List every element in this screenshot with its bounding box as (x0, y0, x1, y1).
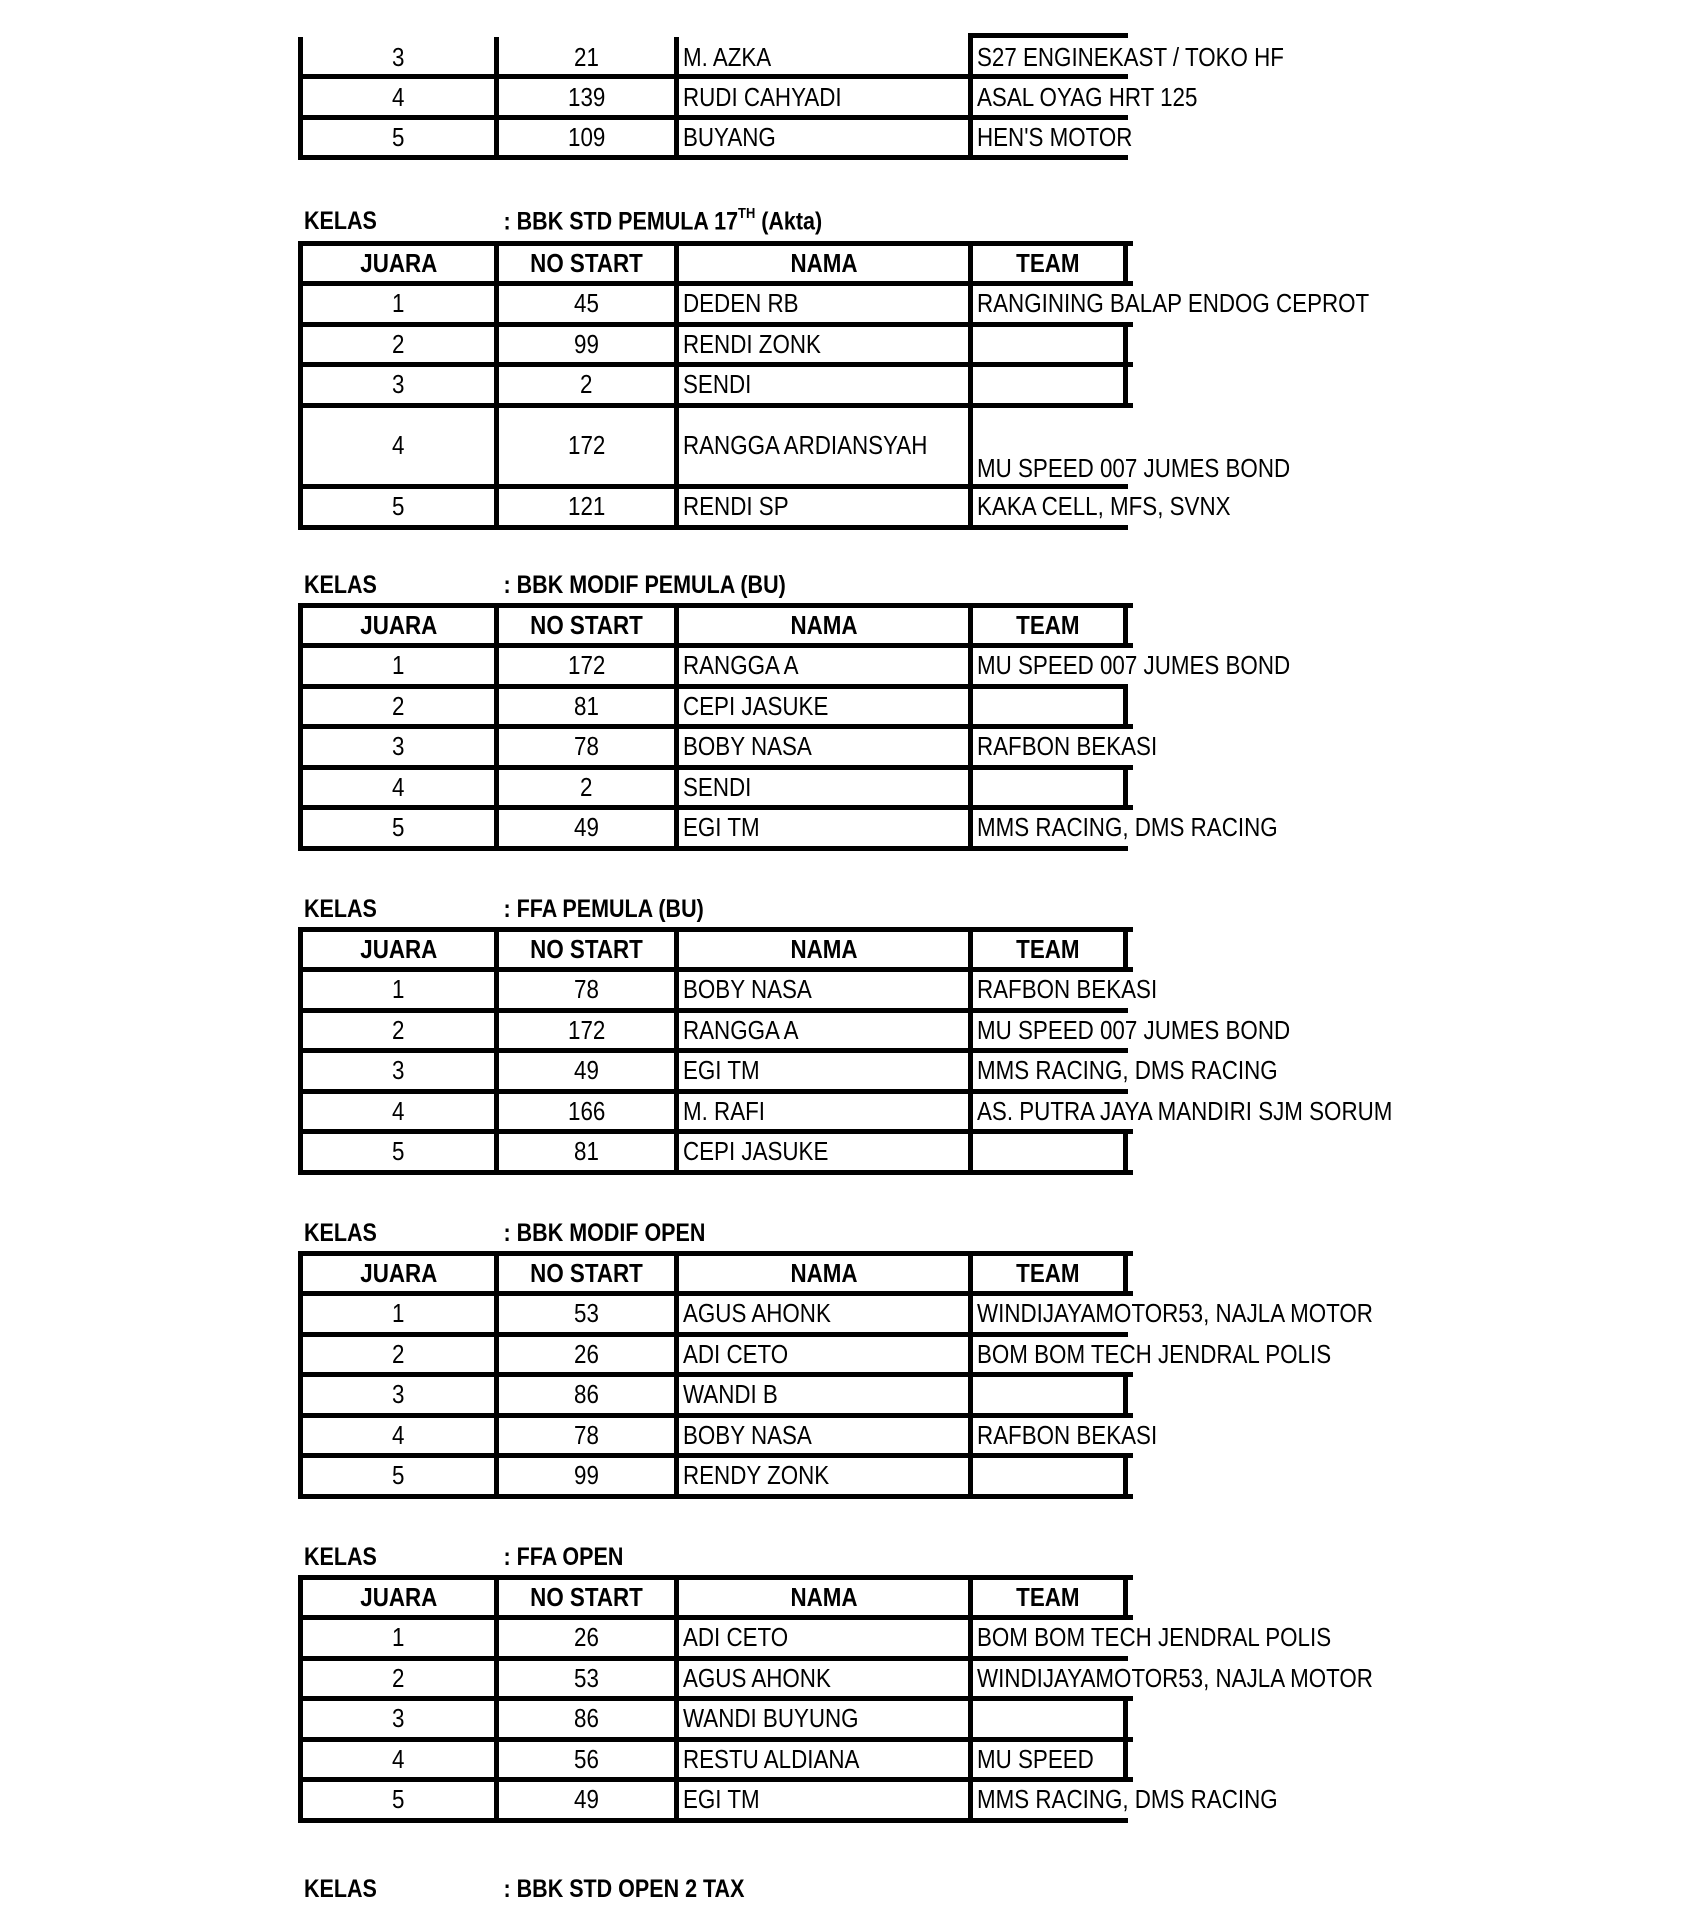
table-border (298, 927, 1133, 932)
juara-cell: 2 (298, 686, 494, 727)
nama-cell: AGUS AHONK (674, 1658, 968, 1699)
header-no-start: NO START (494, 929, 674, 970)
no-start-cell: 99 (494, 324, 674, 365)
nama-cell: RANGGA ARDIANSYAH (674, 405, 968, 486)
no-start-cell: 21 (494, 37, 674, 78)
header-team: TEAM (968, 605, 1128, 646)
team-cell: MU SPEED (968, 1739, 1128, 1780)
table-border (298, 967, 1133, 972)
table-row (298, 405, 1291, 486)
juara-cell: 5 (298, 117, 494, 158)
table-border (298, 1129, 1133, 1134)
no-start-cell: 99 (494, 1455, 674, 1496)
team-cell: MU SPEED 007 JUMES BOND (968, 405, 1128, 486)
no-start-cell: 166 (494, 1091, 674, 1132)
no-start-cell: 49 (494, 1779, 674, 1820)
juara-cell: 5 (298, 1779, 494, 1820)
kelas-label: KELAS (304, 895, 377, 923)
table-row (298, 1739, 1128, 1780)
header-no-start: NO START (494, 1577, 674, 1618)
no-start-cell: 172 (494, 1010, 674, 1051)
table-border (298, 322, 1133, 327)
no-start-cell: 109 (494, 117, 674, 158)
table-border (298, 1413, 1133, 1418)
juara-cell: 4 (298, 1739, 494, 1780)
no-start-cell: 53 (494, 1293, 674, 1334)
team-cell (968, 1131, 1128, 1172)
nama-cell: RANGGA A (674, 1010, 968, 1051)
no-start-cell: 172 (494, 645, 674, 686)
team-cell (968, 1698, 1128, 1739)
team-cell: MMS RACING, DMS RACING (968, 1779, 1128, 1820)
table-border (298, 403, 1133, 408)
kelas-name: : FFA OPEN (503, 1543, 624, 1571)
nama-cell: M. AZKA (674, 37, 968, 78)
header-juara: JUARA (298, 929, 494, 970)
no-start-cell: 139 (494, 77, 674, 118)
table-row (298, 645, 1291, 686)
table-row (298, 726, 1158, 767)
nama-cell: RESTU ALDIANA (674, 1739, 968, 1780)
team-cell: RAFBON BEKASI (968, 1415, 1128, 1456)
no-start-cell: 26 (494, 1617, 674, 1658)
team-cell: MU SPEED 007 JUMES BOND (968, 1010, 1128, 1051)
table-row (298, 686, 1128, 727)
team-cell (968, 1374, 1128, 1415)
juara-cell: 3 (298, 726, 494, 767)
nama-cell: CEPI JASUKE (674, 1131, 968, 1172)
table-row (298, 364, 1128, 405)
header-juara: JUARA (298, 1577, 494, 1618)
team-cell: KAKA CELL, MFS, SVNX (968, 486, 1128, 527)
juara-cell: 4 (298, 1415, 494, 1456)
juara-cell: 4 (298, 767, 494, 808)
team-cell: MMS RACING, DMS RACING (968, 807, 1128, 848)
juara-cell: 5 (298, 807, 494, 848)
table-border (298, 1170, 1133, 1175)
team-cell (968, 364, 1128, 405)
header-no-start: NO START (494, 1253, 674, 1294)
team-cell (968, 324, 1128, 365)
table-border (298, 1008, 1128, 1013)
table-row (298, 1010, 1291, 1051)
table-header-row (298, 1577, 1128, 1618)
nama-cell: BUYANG (674, 117, 968, 158)
juara-cell: 2 (298, 1334, 494, 1375)
team-cell: BOM BOM TECH JENDRAL POLIS (968, 1334, 1128, 1375)
nama-cell: WANDI BUYUNG (674, 1698, 968, 1739)
juara-cell: 1 (298, 1293, 494, 1334)
header-no-start: NO START (494, 605, 674, 646)
table-border (298, 525, 1128, 530)
juara-cell: 3 (298, 364, 494, 405)
header-nama: NAMA (674, 605, 968, 646)
no-start-cell: 121 (494, 486, 674, 527)
table-row (298, 767, 1128, 808)
table-border (298, 684, 1128, 689)
nama-cell: SENDI (674, 767, 968, 808)
juara-cell: 4 (298, 405, 494, 486)
table-row (298, 283, 1370, 324)
table-border (968, 33, 1128, 38)
juara-cell: 3 (298, 1374, 494, 1415)
team-cell (968, 767, 1128, 808)
table-border (298, 1737, 1133, 1742)
table-border (298, 484, 1128, 489)
juara-cell: 2 (298, 1010, 494, 1051)
juara-cell: 3 (298, 1698, 494, 1739)
team-cell: RANGINING BALAP ENDOG CEPROT (968, 283, 1128, 324)
team-cell: RAFBON BEKASI (968, 969, 1128, 1010)
table-row (298, 1334, 1332, 1375)
team-cell: WINDIJAYAMOTOR53, NAJLA MOTOR (968, 1658, 1128, 1699)
team-cell: MU SPEED 007 JUMES BOND (968, 645, 1128, 686)
no-start-cell: 53 (494, 1658, 674, 1699)
nama-cell: BOBY NASA (674, 726, 968, 767)
kelas-label: KELAS (304, 571, 377, 599)
table-header-row (298, 929, 1128, 970)
no-start-cell: 81 (494, 1131, 674, 1172)
header-juara: JUARA (298, 243, 494, 284)
header-nama: NAMA (674, 929, 968, 970)
kelas-label: KELAS (304, 1875, 377, 1903)
table-border (298, 1494, 1133, 1499)
table-border (298, 1777, 1133, 1782)
juara-cell: 5 (298, 486, 494, 527)
nama-cell: SENDI (674, 364, 968, 405)
nama-cell: RUDI CAHYADI (674, 77, 968, 118)
table-row (298, 1779, 1278, 1820)
juara-cell: 3 (298, 37, 494, 78)
nama-cell: AGUS AHONK (674, 1293, 968, 1334)
table-border (298, 643, 1133, 648)
nama-cell: ADI CETO (674, 1334, 968, 1375)
nama-cell: EGI TM (674, 807, 968, 848)
nama-cell: ADI CETO (674, 1617, 968, 1658)
table-row (298, 1415, 1158, 1456)
header-nama: NAMA (674, 243, 968, 284)
no-start-cell: 45 (494, 283, 674, 324)
juara-cell: 5 (298, 1455, 494, 1496)
kelas-label: KELAS (304, 207, 377, 235)
header-team: TEAM (968, 1577, 1128, 1618)
kelas-label: KELAS (304, 1543, 377, 1571)
table-border (298, 1089, 1128, 1094)
table-border (298, 1332, 1128, 1337)
header-team: TEAM (968, 929, 1128, 970)
team-cell: WINDIJAYAMOTOR53, NAJLA MOTOR (968, 1293, 1128, 1334)
table-header-row (298, 243, 1128, 284)
nama-cell: RENDY ZONK (674, 1455, 968, 1496)
table-border (298, 1453, 1133, 1458)
no-start-cell: 56 (494, 1739, 674, 1780)
table-border (298, 1048, 1128, 1053)
juara-cell: 2 (298, 324, 494, 365)
no-start-cell: 172 (494, 405, 674, 486)
table-row (298, 77, 1198, 118)
juara-cell: 1 (298, 283, 494, 324)
table-row (298, 324, 1128, 365)
table-border (298, 1372, 1133, 1377)
table-border (298, 1818, 1128, 1823)
team-cell (968, 686, 1128, 727)
no-start-cell: 78 (494, 726, 674, 767)
table-border (298, 1615, 1133, 1620)
nama-cell: DEDEN RB (674, 283, 968, 324)
table-border (298, 1251, 1133, 1256)
no-start-cell: 2 (494, 364, 674, 405)
no-start-cell: 78 (494, 969, 674, 1010)
table-border (298, 846, 1128, 851)
table-row (298, 1455, 1128, 1496)
no-start-cell: 86 (494, 1374, 674, 1415)
team-cell: HEN'S MOTOR (968, 117, 1128, 158)
header-juara: JUARA (298, 605, 494, 646)
table-border (298, 74, 1128, 79)
table-row (298, 969, 1158, 1010)
header-team: TEAM (968, 1253, 1128, 1294)
header-team: TEAM (968, 243, 1128, 284)
nama-cell: RENDI SP (674, 486, 968, 527)
table-header-row (298, 605, 1128, 646)
table-border (298, 805, 1133, 810)
table-border (298, 1575, 1133, 1580)
table-border (298, 281, 1133, 286)
table-border (298, 1291, 1133, 1296)
no-start-cell: 2 (494, 767, 674, 808)
table-border (298, 1696, 1133, 1701)
team-cell: RAFBON BEKASI (968, 726, 1128, 767)
nama-cell: RENDI ZONK (674, 324, 968, 365)
no-start-cell: 86 (494, 1698, 674, 1739)
juara-cell: 1 (298, 969, 494, 1010)
table-row (298, 1658, 1373, 1699)
header-juara: JUARA (298, 1253, 494, 1294)
kelas-name: : BBK STD OPEN 2 TAX (503, 1875, 745, 1903)
table-row (298, 1050, 1278, 1091)
kelas-name: : BBK STD PEMULA 17TH (Akta) (503, 205, 823, 236)
juara-cell: 1 (298, 1617, 494, 1658)
no-start-cell: 81 (494, 686, 674, 727)
table-row (298, 1698, 1128, 1739)
juara-cell: 4 (298, 77, 494, 118)
kelas-name: : BBK MODIF OPEN (503, 1219, 706, 1247)
table-border (298, 155, 1128, 160)
header-nama: NAMA (674, 1577, 968, 1618)
table-row (298, 1091, 1393, 1132)
table-row (298, 1293, 1373, 1334)
juara-cell: 4 (298, 1091, 494, 1132)
nama-cell: WANDI B (674, 1374, 968, 1415)
team-cell: S27 ENGINEKAST / TOKO HF (968, 37, 1128, 78)
table-border (298, 115, 1128, 120)
nama-cell: EGI TM (674, 1779, 968, 1820)
nama-cell: RANGGA A (674, 645, 968, 686)
team-cell: MMS RACING, DMS RACING (968, 1050, 1128, 1091)
nama-cell: M. RAFI (674, 1091, 968, 1132)
table-border (298, 765, 1133, 770)
table-row (298, 486, 1231, 527)
no-start-cell: 26 (494, 1334, 674, 1375)
header-no-start: NO START (494, 243, 674, 284)
table-row (298, 117, 1133, 158)
table-row (298, 1131, 1128, 1172)
header-nama: NAMA (674, 1253, 968, 1294)
team-cell: AS. PUTRA JAYA MANDIRI SJM SORUM (968, 1091, 1128, 1132)
team-cell: BOM BOM TECH JENDRAL POLIS (968, 1617, 1128, 1658)
kelas-name: : FFA PEMULA (BU) (503, 895, 704, 923)
table-header-row (298, 1253, 1128, 1294)
table-row (298, 1374, 1128, 1415)
table-border (298, 724, 1133, 729)
team-cell: ASAL OYAG HRT 125 (968, 77, 1128, 118)
no-start-cell: 78 (494, 1415, 674, 1456)
nama-cell: BOBY NASA (674, 1415, 968, 1456)
nama-cell: EGI TM (674, 1050, 968, 1091)
juara-cell: 3 (298, 1050, 494, 1091)
table-row (298, 1617, 1332, 1658)
juara-cell: 5 (298, 1131, 494, 1172)
table-row (298, 37, 1284, 78)
table-border (298, 241, 1133, 246)
kelas-name: : BBK MODIF PEMULA (BU) (503, 571, 786, 599)
nama-cell: BOBY NASA (674, 969, 968, 1010)
table-border (298, 1656, 1128, 1661)
no-start-cell: 49 (494, 807, 674, 848)
juara-cell: 1 (298, 645, 494, 686)
table-border (298, 603, 1133, 608)
kelas-label: KELAS (304, 1219, 377, 1247)
team-cell (968, 1455, 1128, 1496)
table-row (298, 807, 1278, 848)
table-border (298, 362, 1133, 367)
no-start-cell: 49 (494, 1050, 674, 1091)
nama-cell: CEPI JASUKE (674, 686, 968, 727)
juara-cell: 2 (298, 1658, 494, 1699)
